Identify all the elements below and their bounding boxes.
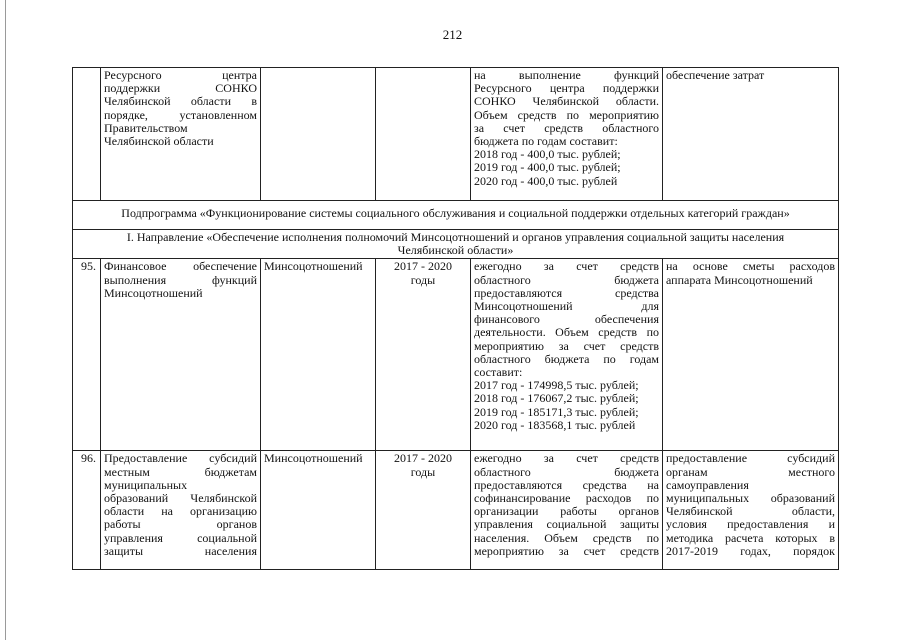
table-row-96: [73, 451, 839, 570]
text-line: самоуправления: [666, 477, 749, 492]
text-line: Ресурсного центра: [104, 68, 257, 82]
text-line: 2019 год - 185171,3 тыс. рублей;: [474, 404, 639, 419]
text-line: местным бюджетам: [104, 464, 257, 479]
text-line: методика расчета которых в: [666, 530, 835, 545]
page-number: 212: [442, 27, 463, 42]
text-line: Челябинской области: [104, 134, 214, 149]
cell-result: [663, 451, 839, 570]
cell-number: 96.: [73, 451, 101, 570]
text-line: Минсоцотношений: [104, 285, 203, 300]
subprogram-heading: Подпрограмма «Функционирование системы социального обслуживания и социальной поддержки отдельных категорий граждан»: [73, 201, 839, 230]
measures-table: [72, 67, 839, 570]
text-line: муниципальных: [104, 477, 188, 492]
text-line: 2018 год - 400,0 тыс. рублей;: [474, 147, 621, 162]
table-row-subprogram: [73, 201, 839, 230]
cell-number: [73, 68, 101, 201]
text-line: муниципальных образований: [666, 491, 835, 506]
text-line: области на организацию: [104, 504, 257, 519]
text-line: за счет средств областного: [474, 120, 659, 135]
text-line: финансового обеспечения: [474, 312, 659, 327]
text-line: Финансовое обеспечение: [104, 259, 257, 274]
text-line: 2019 год - 400,0 тыс. рублей;: [474, 160, 621, 175]
table-row-continuation: [73, 68, 839, 201]
text-line: выполнения функций: [104, 272, 257, 287]
text-line: аппарата Минсоцотношений: [666, 272, 813, 287]
text-line: составит:: [474, 365, 523, 380]
text-line: органам местного: [666, 464, 835, 479]
text-line: населения. Объем средств по: [474, 530, 659, 545]
text-line: на выполнение функций: [474, 68, 659, 82]
cell-period: [376, 451, 471, 570]
cell-period: [376, 68, 471, 201]
direction-heading: [73, 230, 839, 259]
text-line: работы органов: [104, 517, 257, 532]
scan-edge-line: [5, 0, 6, 640]
text-line: предоставляются средства на: [474, 477, 659, 492]
cell-measure-name: [101, 68, 261, 201]
text-line: Челябинской области,: [666, 504, 835, 519]
text-line: Челябинской области в: [104, 94, 257, 109]
direction-heading-line-1: I. Направление «Обеспечение исполнения полномочий Минсоцотношений и органов управления социальной защиты населения: [126, 230, 785, 244]
text-line: предоставление субсидий: [666, 451, 835, 466]
cell-description: [471, 451, 663, 570]
text-line: Предоставление субсидий: [104, 451, 257, 466]
cell-measure-name: [101, 259, 261, 451]
text-line: областного бюджета: [474, 464, 659, 479]
text-line: 2018 год - 176067,2 тыс. рублей;: [474, 391, 639, 406]
text-line: бюджета по годам составит:: [474, 134, 618, 149]
text-line: обеспечение затрат: [666, 68, 765, 82]
text-line: 2020 год - 400,0 тыс. рублей: [474, 173, 618, 188]
text-line: на основе сметы расходов: [666, 259, 835, 274]
period-years: 2017 - 2020: [394, 451, 452, 466]
cell-executor: [261, 68, 376, 201]
text-line: 2017 год - 174998,5 тыс. рублей;: [474, 378, 639, 393]
text-line: деятельности. Объем средств по: [474, 325, 659, 340]
cell-period: [376, 259, 471, 451]
text-line: областного бюджета по годам: [474, 351, 659, 366]
text-line: условия предоставления и: [666, 517, 835, 532]
cell-measure-name: [101, 451, 261, 570]
text-line: поддержки СОНКО: [104, 81, 257, 96]
text-line: ежегодно за счет средств: [474, 259, 659, 274]
cell-executor: Минсоцотношений: [261, 259, 376, 451]
cell-description: [471, 259, 663, 451]
cell-result: [663, 259, 839, 451]
period-unit: годы: [410, 464, 436, 479]
text-line: Правительством: [104, 120, 188, 135]
text-line: мероприятию за счет средств: [474, 543, 659, 558]
text-line: СОНКО Челябинской области.: [474, 94, 659, 109]
text-line: предоставляются средства: [474, 285, 659, 300]
table-row-95: [73, 259, 839, 451]
direction-heading-line-2: Челябинской области»: [397, 243, 514, 258]
period-unit: годы: [410, 272, 436, 287]
cell-description: [471, 68, 663, 201]
cell-number: 95.: [73, 259, 101, 451]
text-line: 2020 год - 183568,1 тыс. рублей: [474, 417, 636, 432]
text-line: порядке, установленном: [104, 107, 257, 122]
text-line: Минсоцотношений для: [474, 299, 659, 314]
text-line: защиты населения: [104, 543, 257, 558]
cell-result: [663, 68, 839, 201]
text-line: ежегодно за счет средств: [474, 451, 659, 466]
text-line: мероприятию за счет средств: [474, 338, 659, 353]
table-row-direction: [73, 230, 839, 259]
text-line: управления социальной защиты: [474, 517, 659, 532]
text-line: образований Челябинской: [104, 491, 257, 506]
period-years: 2017 - 2020: [394, 259, 452, 274]
text-line: Ресурсного центра поддержки: [474, 81, 659, 96]
text-line: организации работы органов: [474, 504, 659, 519]
text-line: Объем средств по мероприятию: [474, 107, 659, 122]
text-line: областного бюджета: [474, 272, 659, 287]
text-line: 2017-2019 годах, порядок: [666, 543, 835, 558]
cell-executor: Минсоцотношений: [261, 451, 376, 570]
text-line: управления социальной: [104, 530, 257, 545]
text-line: софинансирование расходов по: [474, 491, 659, 506]
